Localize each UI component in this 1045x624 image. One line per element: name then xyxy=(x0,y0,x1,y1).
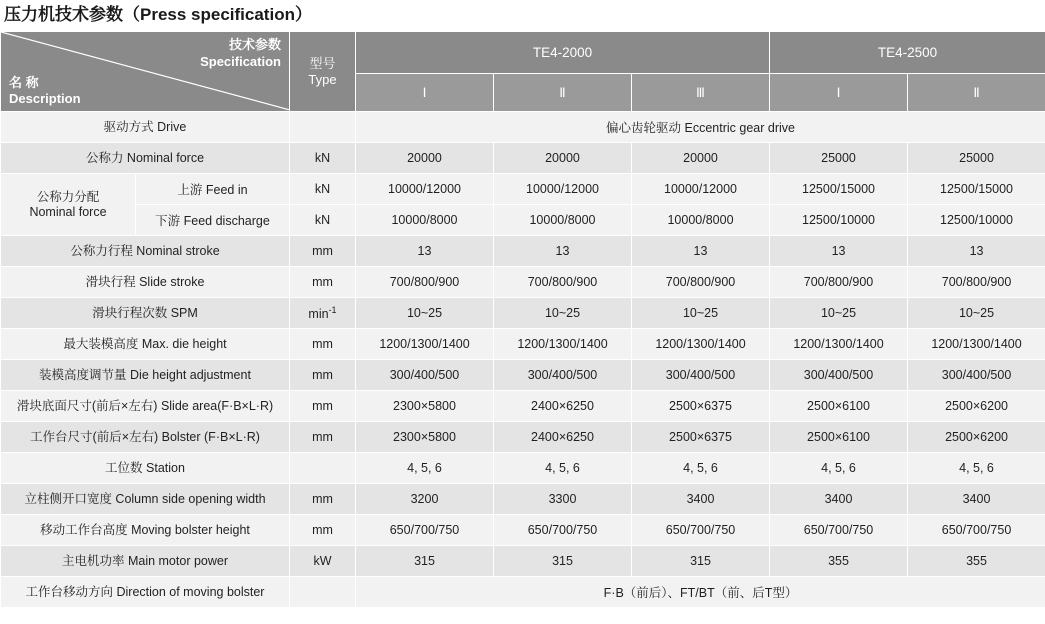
cell-station-2: 4, 5, 6 xyxy=(494,453,632,484)
cell-max-die-height-5: 1200/1300/1400 xyxy=(908,329,1045,360)
header-model-te4-2000: TE4-2000 xyxy=(356,32,770,74)
cell-spm-5: 10~25 xyxy=(908,298,1045,329)
cell-die-height-adjustment-4: 300/400/500 xyxy=(770,360,908,391)
row-unit-station xyxy=(290,453,356,484)
header-description-label: 名 称 Description xyxy=(9,74,81,107)
cell-die-height-adjustment-3: 300/400/500 xyxy=(632,360,770,391)
row-unit-main-motor-power: kW xyxy=(290,546,356,577)
cell-main-motor-power-4: 355 xyxy=(770,546,908,577)
cell-nominal-stroke-1: 13 xyxy=(356,236,494,267)
row-group-label-nominal-force-distribution: 公称力分配 Nominal force xyxy=(1,174,136,236)
cell-column-side-opening-width-5: 3400 xyxy=(908,484,1045,515)
table-row-slide-area xyxy=(1,391,1045,422)
cell-nominal-force-1: 20000 xyxy=(356,143,494,174)
row-unit-slide-area: mm xyxy=(290,391,356,422)
row-unit-feed-in: kN xyxy=(290,174,356,205)
row-label-station: 工位数 Station xyxy=(1,453,290,484)
cell-spm-2: 10~25 xyxy=(494,298,632,329)
table-row-moving-bolster-height xyxy=(1,515,1045,546)
cell-station-3: 4, 5, 6 xyxy=(632,453,770,484)
row-label-die-height-adjustment: 装模高度调节量 Die height adjustment xyxy=(1,360,290,391)
row-label-spm: 滑块行程次数 SPM xyxy=(1,298,290,329)
cell-spm-3: 10~25 xyxy=(632,298,770,329)
cell-moving-bolster-height-5: 650/700/750 xyxy=(908,515,1045,546)
header-corner-cell xyxy=(1,32,290,112)
cell-slide-stroke-4: 700/800/900 xyxy=(770,267,908,298)
table-row-column-side-opening-width xyxy=(1,484,1045,515)
row-unit-nominal-force: kN xyxy=(290,143,356,174)
table-row-bolster xyxy=(1,422,1045,453)
row-label-direction-of-moving-bolster: 工作台移动方向 Direction of moving bolster xyxy=(1,577,290,608)
row-unit-bolster: mm xyxy=(290,422,356,453)
cell-nominal-stroke-2: 13 xyxy=(494,236,632,267)
header-variant-2500-2: Ⅱ xyxy=(908,74,1045,112)
cell-spm-1: 10~25 xyxy=(356,298,494,329)
cell-slide-area-5: 2500×6200 xyxy=(908,391,1045,422)
cell-moving-bolster-height-1: 650/700/750 xyxy=(356,515,494,546)
table-row-main-motor-power xyxy=(1,546,1045,577)
header-variant-2000-1: Ⅰ xyxy=(356,74,494,112)
table-row-spm xyxy=(1,298,1045,329)
row-unit-direction-of-moving-bolster xyxy=(290,577,356,608)
header-specification-label: 技术参数 Specification xyxy=(200,37,281,69)
cell-feed-discharge-1: 10000/8000 xyxy=(356,205,494,236)
cell-moving-bolster-height-2: 650/700/750 xyxy=(494,515,632,546)
row-label-bolster: 工作台尺寸(前后×左右) Bolster (F·B×L·R) xyxy=(1,422,290,453)
row-label-feed-discharge: 下游 Feed discharge xyxy=(136,205,290,236)
cell-nominal-force-3: 20000 xyxy=(632,143,770,174)
cell-bolster-2: 2400×6250 xyxy=(494,422,632,453)
table-row-drive xyxy=(1,112,1045,143)
cell-slide-area-4: 2500×6100 xyxy=(770,391,908,422)
cell-slide-stroke-2: 700/800/900 xyxy=(494,267,632,298)
table-row-die-height-adjustment xyxy=(1,360,1045,391)
cell-die-height-adjustment-1: 300/400/500 xyxy=(356,360,494,391)
cell-feed-discharge-3: 10000/8000 xyxy=(632,205,770,236)
table-row-nominal-stroke xyxy=(1,236,1045,267)
table-row-station xyxy=(1,453,1045,484)
cell-max-die-height-2: 1200/1300/1400 xyxy=(494,329,632,360)
header-variant-2500-1: Ⅰ xyxy=(770,74,908,112)
cell-feed-in-2: 10000/12000 xyxy=(494,174,632,205)
cell-die-height-adjustment-5: 300/400/500 xyxy=(908,360,1045,391)
cell-moving-bolster-height-3: 650/700/750 xyxy=(632,515,770,546)
cell-nominal-stroke-5: 13 xyxy=(908,236,1045,267)
row-label-max-die-height: 最大装模高度 Max. die height xyxy=(1,329,290,360)
row-unit-column-side-opening-width: mm xyxy=(290,484,356,515)
cell-nominal-force-4: 25000 xyxy=(770,143,908,174)
cell-feed-discharge-5: 12500/10000 xyxy=(908,205,1045,236)
row-label-drive: 驱动方式 Drive xyxy=(1,112,290,143)
cell-feed-in-1: 10000/12000 xyxy=(356,174,494,205)
cell-nominal-force-5: 25000 xyxy=(908,143,1045,174)
cell-main-motor-power-5: 355 xyxy=(908,546,1045,577)
cell-nominal-stroke-4: 13 xyxy=(770,236,908,267)
table-row-feed-in xyxy=(1,174,1045,205)
cell-station-5: 4, 5, 6 xyxy=(908,453,1045,484)
cell-bolster-3: 2500×6375 xyxy=(632,422,770,453)
row-value-drive: 偏心齿轮驱动 Eccentric gear drive xyxy=(356,112,1045,143)
cell-feed-in-5: 12500/15000 xyxy=(908,174,1045,205)
cell-nominal-stroke-3: 13 xyxy=(632,236,770,267)
row-label-column-side-opening-width: 立柱侧开口宽度 Column side opening width xyxy=(1,484,290,515)
row-unit-feed-discharge: kN xyxy=(290,205,356,236)
row-label-moving-bolster-height: 移动工作台高度 Moving bolster height xyxy=(1,515,290,546)
cell-bolster-4: 2500×6100 xyxy=(770,422,908,453)
row-unit-slide-stroke: mm xyxy=(290,267,356,298)
table-row-max-die-height xyxy=(1,329,1045,360)
cell-station-1: 4, 5, 6 xyxy=(356,453,494,484)
cell-feed-in-3: 10000/12000 xyxy=(632,174,770,205)
cell-spm-4: 10~25 xyxy=(770,298,908,329)
cell-feed-discharge-2: 10000/8000 xyxy=(494,205,632,236)
cell-slide-stroke-1: 700/800/900 xyxy=(356,267,494,298)
row-unit-max-die-height: mm xyxy=(290,329,356,360)
cell-column-side-opening-width-3: 3400 xyxy=(632,484,770,515)
cell-main-motor-power-1: 315 xyxy=(356,546,494,577)
row-unit-drive xyxy=(290,112,356,143)
cell-column-side-opening-width-1: 3200 xyxy=(356,484,494,515)
header-variant-2000-3: Ⅲ xyxy=(632,74,770,112)
header-variant-2000-2: Ⅱ xyxy=(494,74,632,112)
row-value-direction-of-moving-bolster: F·B（前后）、FT/BT（前、后T型） xyxy=(356,577,1045,608)
row-unit-nominal-stroke: mm xyxy=(290,236,356,267)
cell-station-4: 4, 5, 6 xyxy=(770,453,908,484)
cell-feed-discharge-4: 12500/10000 xyxy=(770,205,908,236)
press-specification-table xyxy=(0,31,1045,608)
cell-moving-bolster-height-4: 650/700/750 xyxy=(770,515,908,546)
cell-slide-area-3: 2500×6375 xyxy=(632,391,770,422)
row-label-feed-in: 上游 Feed in xyxy=(136,174,290,205)
cell-max-die-height-4: 1200/1300/1400 xyxy=(770,329,908,360)
cell-column-side-opening-width-2: 3300 xyxy=(494,484,632,515)
row-label-main-motor-power: 主电机功率 Main motor power xyxy=(1,546,290,577)
row-label-slide-stroke: 滑块行程 Slide stroke xyxy=(1,267,290,298)
row-unit-die-height-adjustment: mm xyxy=(290,360,356,391)
table-header-row-models xyxy=(1,32,1045,74)
table-row-feed-discharge xyxy=(1,205,1045,236)
cell-bolster-1: 2300×5800 xyxy=(356,422,494,453)
table-row-nominal-force xyxy=(1,143,1045,174)
table-row-slide-stroke xyxy=(1,267,1045,298)
header-type-cell: 型号 Type xyxy=(290,32,356,112)
cell-nominal-force-2: 20000 xyxy=(494,143,632,174)
row-label-slide-area: 滑块底面尺寸(前后×左右) Slide area(F·B×L·R) xyxy=(1,391,290,422)
cell-slide-area-2: 2400×6250 xyxy=(494,391,632,422)
row-unit-moving-bolster-height: mm xyxy=(290,515,356,546)
cell-die-height-adjustment-2: 300/400/500 xyxy=(494,360,632,391)
cell-max-die-height-3: 1200/1300/1400 xyxy=(632,329,770,360)
cell-slide-area-1: 2300×5800 xyxy=(356,391,494,422)
table-row-direction-of-moving-bolster xyxy=(1,577,1045,608)
cell-slide-stroke-5: 700/800/900 xyxy=(908,267,1045,298)
cell-main-motor-power-2: 315 xyxy=(494,546,632,577)
page-title: 压力机技术参数（Press specification） xyxy=(4,5,312,24)
cell-feed-in-4: 12500/15000 xyxy=(770,174,908,205)
cell-bolster-5: 2500×6200 xyxy=(908,422,1045,453)
cell-main-motor-power-3: 315 xyxy=(632,546,770,577)
row-label-nominal-stroke: 公称力行程 Nominal stroke xyxy=(1,236,290,267)
cell-column-side-opening-width-4: 3400 xyxy=(770,484,908,515)
cell-max-die-height-1: 1200/1300/1400 xyxy=(356,329,494,360)
row-label-nominal-force: 公称力 Nominal force xyxy=(1,143,290,174)
header-model-te4-2500: TE4-2500 xyxy=(770,32,1045,74)
cell-slide-stroke-3: 700/800/900 xyxy=(632,267,770,298)
row-unit-spm: $\min^{-1}$ xyxy=(290,298,356,329)
